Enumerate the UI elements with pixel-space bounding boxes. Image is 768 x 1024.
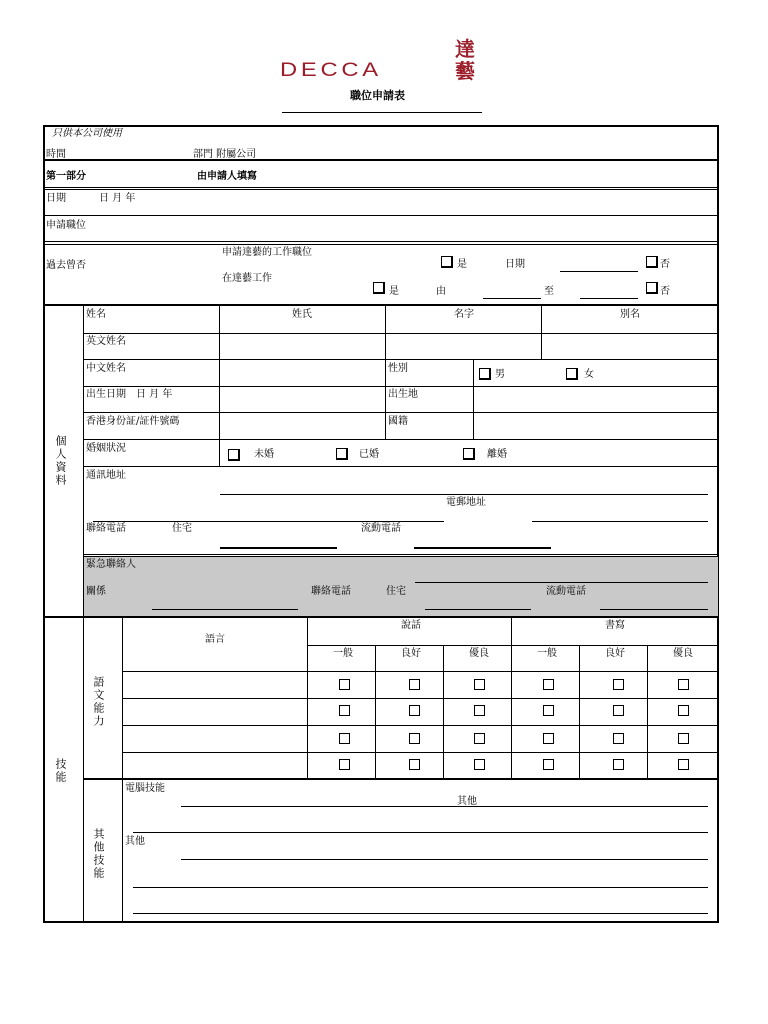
lang-checkbox[interactable]	[543, 679, 554, 690]
divider	[122, 752, 718, 753]
address-line-1[interactable]	[220, 494, 708, 495]
single-checkbox[interactable]	[228, 449, 240, 461]
past-applied-label: 申請達藝的工作職位	[222, 247, 312, 258]
lang-checkbox[interactable]	[474, 679, 485, 690]
applied-no-label: 否	[660, 259, 670, 270]
birthplace-label: 出生地	[388, 389, 418, 400]
grid-line	[541, 306, 542, 359]
worked-yes-checkbox[interactable]	[373, 282, 385, 294]
single-label: 未婚	[254, 449, 274, 460]
divider	[84, 359, 718, 360]
divorced-label: 離婚	[487, 449, 507, 460]
male-label: 男	[495, 369, 505, 380]
name-label: 姓名	[86, 309, 106, 320]
sex-label: 性別	[388, 363, 408, 374]
hkid-label: 香港身份証/証件號碼	[86, 416, 180, 427]
grid-line	[219, 306, 220, 466]
applied-no-checkbox[interactable]	[646, 256, 658, 268]
chinese-name-label: 中文姓名	[86, 363, 126, 374]
lang-checkbox[interactable]	[474, 705, 485, 716]
applied-yes-checkbox[interactable]	[441, 256, 453, 268]
emergency-mobile-label: 流動電話	[546, 586, 586, 597]
lang-checkbox[interactable]	[678, 705, 689, 716]
given-name-label: 名字	[454, 309, 474, 320]
part1-label: 第一部分	[46, 171, 86, 182]
address-label: 通訊地址	[86, 470, 126, 481]
divider	[44, 244, 718, 245]
others-line-2[interactable]	[133, 887, 708, 888]
divider	[44, 187, 718, 188]
lang-checkbox[interactable]	[409, 759, 420, 770]
divider	[122, 725, 718, 726]
position-label: 申請職位	[46, 220, 86, 231]
lang-checkbox[interactable]	[409, 733, 420, 744]
computer-skills-line[interactable]	[181, 806, 708, 807]
logo-chinese-top: 達	[455, 37, 475, 61]
past-worked-label: 在達藝工作	[222, 273, 272, 284]
office-time-label: 時間	[46, 149, 66, 160]
relation-label: 關係	[86, 586, 106, 597]
lang-checkbox[interactable]	[339, 705, 350, 716]
emergency-home-line[interactable]	[425, 609, 531, 610]
divider	[44, 241, 718, 242]
married-checkbox[interactable]	[336, 448, 348, 460]
worked-no-checkbox[interactable]	[646, 282, 658, 294]
english-name-label: 英文姓名	[86, 336, 126, 347]
worked-no-label: 否	[660, 286, 670, 297]
past-label: 過去曾否	[46, 260, 86, 271]
level-written-basic: 一般	[537, 648, 557, 659]
divider	[84, 439, 718, 440]
office-dept-label: 部門 附屬公司	[193, 149, 257, 160]
lang-checkbox[interactable]	[339, 733, 350, 744]
divider	[44, 304, 718, 306]
dob-label: 出生日期 日 月 年	[86, 389, 173, 400]
grid-line	[473, 359, 474, 439]
level-spoken-excellent: 優良	[469, 648, 489, 659]
divider	[84, 466, 718, 467]
divider	[44, 159, 718, 161]
grid-line	[511, 618, 512, 778]
marital-label: 婚姻狀況	[86, 443, 126, 454]
address-line-2[interactable]	[93, 521, 444, 522]
section-divider	[83, 618, 84, 922]
surname-label: 姓氏	[292, 309, 312, 320]
other-skills-section-label: 其他技能	[92, 828, 105, 880]
logo-brand-text: DECCA	[280, 60, 382, 81]
alias-label: 別名	[620, 309, 640, 320]
divider	[84, 554, 718, 555]
lang-checkbox[interactable]	[613, 705, 624, 716]
lang-checkbox[interactable]	[678, 733, 689, 744]
divider	[44, 215, 718, 216]
lang-checkbox[interactable]	[409, 705, 420, 716]
emergency-label: 緊急聯絡人	[86, 559, 136, 570]
married-label: 已婚	[359, 449, 379, 460]
personal-section-label: 個人資料	[54, 435, 67, 487]
lang-checkbox[interactable]	[339, 759, 350, 770]
mobile-phone-line[interactable]	[414, 547, 551, 549]
grid-line	[443, 645, 444, 778]
logo-chinese-bottom: 藝	[455, 59, 475, 83]
applied-date-label: 日期	[505, 259, 525, 270]
others-line-3[interactable]	[133, 913, 708, 914]
computer-skills-label: 電腦技能	[125, 783, 165, 794]
date-dmy-label: 日 月 年	[99, 193, 136, 204]
phone-label: 聯絡電話	[86, 523, 126, 534]
grid-line	[375, 645, 376, 778]
lang-checkbox[interactable]	[613, 759, 624, 770]
relation-line[interactable]	[152, 609, 298, 610]
divider	[307, 645, 718, 646]
worked-to-line[interactable]	[580, 298, 638, 299]
office-use-label: 只供本公司使用	[52, 128, 122, 139]
form-title: 職位申請表	[350, 89, 405, 102]
title-underline	[282, 112, 482, 113]
emergency-name-line[interactable]	[415, 582, 708, 583]
home-phone-line[interactable]	[220, 547, 337, 549]
lang-checkbox[interactable]	[613, 679, 624, 690]
lang-checkbox[interactable]	[543, 733, 554, 744]
worked-to-label: 至	[544, 286, 554, 297]
female-label: 女	[584, 369, 594, 380]
written-header: 書寫	[605, 620, 625, 631]
divider	[84, 778, 718, 780]
divider	[122, 698, 718, 699]
skills-section-label: 技能	[54, 758, 67, 784]
email-line[interactable]	[532, 521, 708, 522]
level-spoken-good: 良好	[401, 648, 421, 659]
level-written-excellent: 優良	[673, 648, 693, 659]
lang-checkbox[interactable]	[474, 733, 485, 744]
lang-checkbox[interactable]	[409, 679, 420, 690]
computer-skills-line-2[interactable]	[133, 832, 708, 833]
grid-line	[647, 645, 648, 778]
grid-line	[307, 618, 308, 778]
spoken-header: 說話	[401, 620, 421, 631]
lang-checkbox[interactable]	[543, 705, 554, 716]
applied-date-line[interactable]	[560, 271, 638, 272]
lang-checkbox[interactable]	[678, 679, 689, 690]
divider	[44, 616, 718, 618]
divider	[84, 386, 718, 387]
divider	[84, 333, 718, 334]
grid-line	[385, 306, 386, 439]
applied-yes-label: 是	[457, 259, 467, 270]
nationality-label: 國籍	[388, 416, 408, 427]
emergency-phone-label: 聯絡電話	[311, 586, 351, 597]
level-written-good: 良好	[605, 648, 625, 659]
others-label: 其他	[125, 836, 145, 847]
section-divider	[122, 618, 123, 922]
lang-checkbox[interactable]	[543, 759, 554, 770]
divider	[84, 556, 718, 557]
others-mid-label: 其他	[457, 796, 477, 807]
email-label: 電郵地址	[446, 497, 486, 508]
lang-checkbox[interactable]	[613, 733, 624, 744]
language-section-label: 語文能力	[92, 676, 105, 728]
lang-checkbox[interactable]	[678, 759, 689, 770]
mobile-phone-label: 流動電話	[361, 523, 401, 534]
divider	[44, 189, 718, 190]
date-label: 日期	[46, 193, 66, 204]
lang-checkbox[interactable]	[339, 679, 350, 690]
level-spoken-basic: 一般	[333, 648, 353, 659]
lang-checkbox[interactable]	[474, 759, 485, 770]
divider	[122, 671, 718, 672]
divider	[84, 412, 718, 413]
company-logo	[280, 58, 480, 88]
part1-fill-by: 由申請人填寫	[197, 171, 257, 182]
others-line-1[interactable]	[181, 859, 708, 860]
worked-yes-label: 是	[389, 286, 399, 297]
language-header: 語言	[205, 634, 225, 645]
emergency-home-label: 住宅	[386, 586, 406, 597]
male-checkbox[interactable]	[479, 368, 491, 380]
home-phone-label: 住宅	[172, 523, 192, 534]
grid-line	[579, 645, 580, 778]
emergency-mobile-line[interactable]	[600, 609, 708, 610]
divorced-checkbox[interactable]	[463, 448, 475, 460]
female-checkbox[interactable]	[566, 368, 578, 380]
worked-from-line[interactable]	[483, 298, 541, 299]
worked-from-label: 由	[436, 286, 446, 297]
